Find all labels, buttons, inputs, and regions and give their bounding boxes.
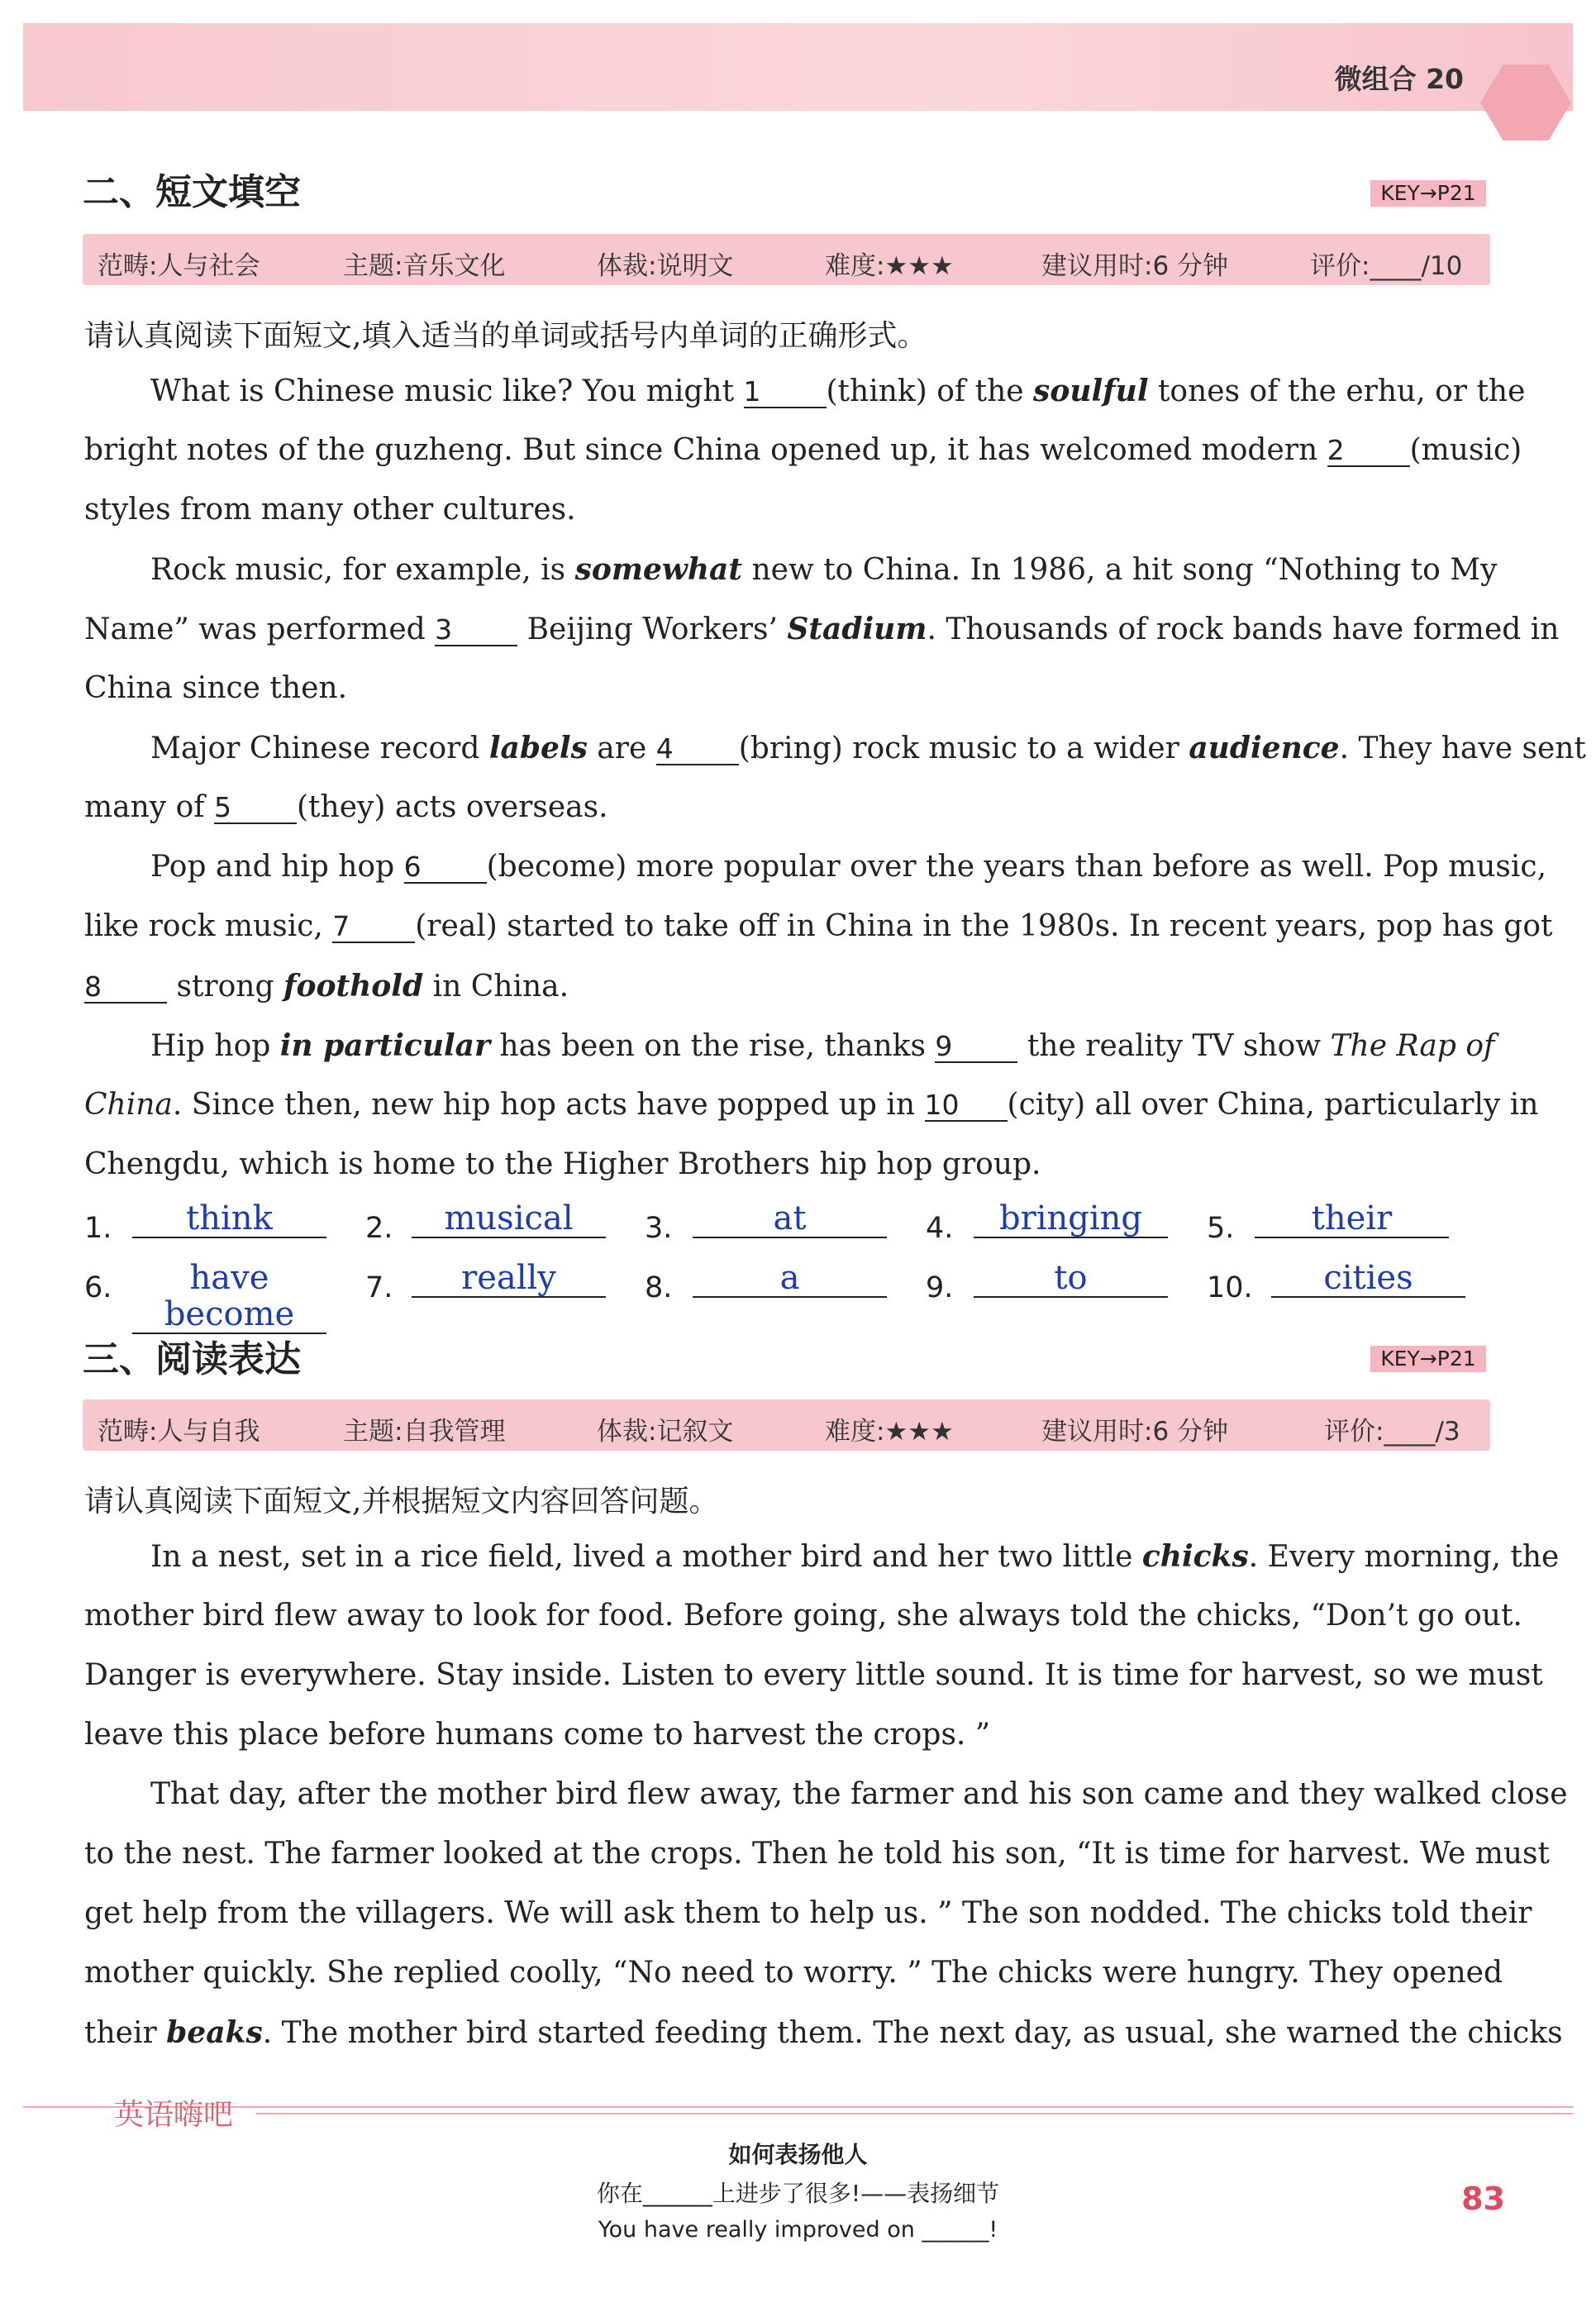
footer-tip-chinese: 你在______上进步了很多!——表扬细节 xyxy=(596,2180,1000,2207)
text-line: China. Since then, new hip hop acts have popped up in 10 (city) all over China, particularly in xyxy=(84,1088,1539,1122)
footer-brand: 英语嗨吧 xyxy=(114,2098,234,2132)
text-line: many of 5 (they) acts overseas. xyxy=(84,790,608,824)
blank-4: 4 xyxy=(656,734,739,765)
blank-6: 6 xyxy=(404,852,487,884)
meta-time: 建议用时:6 分钟 xyxy=(1041,1417,1229,1447)
answer-number: 3. xyxy=(645,1212,673,1245)
answer-value: cities xyxy=(1271,1260,1465,1298)
answer-number: 2. xyxy=(365,1212,393,1245)
answer-number: 8. xyxy=(645,1271,673,1304)
answer-value: their xyxy=(1255,1200,1449,1238)
meta-score: 评价:____/10 xyxy=(1310,251,1463,281)
text-line: In a nest, set in a rice field, lived a mother bird and her two little chicks. Every morning, the xyxy=(150,1539,1560,1574)
footer-rule xyxy=(256,2113,1573,2114)
blank-3: 3 xyxy=(435,615,517,646)
text-line: mother bird flew away to look for food. Before going, she always told the chicks, “Don’t go out. xyxy=(84,1599,1522,1633)
text-line: Name” was performed 3 Beijing Workers’ Stadium. Thousands of rock bands have formed in xyxy=(84,612,1560,646)
answer-value: have become xyxy=(132,1260,326,1334)
text-line: 8 strong foothold in China. xyxy=(84,969,569,1004)
blank-5: 5 xyxy=(214,793,297,824)
text-line: Pop and hip hop 6 (become) more popular over the years than before as well. Pop music, xyxy=(150,850,1547,884)
text-line: mother quickly. She replied coolly, “No need to worry. ” The chicks were hungry. They opened xyxy=(84,1956,1503,1990)
answer-number: 4. xyxy=(926,1212,954,1245)
footer-tip-title: 如何表扬他人 xyxy=(728,2141,868,2168)
exercise-meta-bar xyxy=(83,1399,1490,1451)
footer-tip-english: You have really improved on ______! xyxy=(598,2217,998,2243)
answer-number: 7. xyxy=(365,1271,393,1304)
answer-number: 5. xyxy=(1207,1212,1235,1245)
text-line: to the nest. The farmer looked at the crops. Then he told his son, “It is time for harvest. We must xyxy=(84,1837,1550,1871)
text-line: China since then. xyxy=(84,671,348,705)
meta-theme: 主题:自我管理 xyxy=(343,1417,506,1447)
text-line: Danger is everywhere. Stay inside. Listen to every little sound. It is time for harvest, so we must xyxy=(84,1658,1543,1692)
meta-difficulty: 难度:★★★ xyxy=(825,1417,954,1447)
answer-value: to xyxy=(974,1260,1168,1298)
blank-2: 2 xyxy=(1327,436,1410,467)
answer-value: think xyxy=(132,1200,326,1238)
footer-rule xyxy=(23,2106,1573,2108)
page-number: 83 xyxy=(1461,2181,1505,2217)
answer-value: really xyxy=(412,1260,606,1298)
text-line: That day, after the mother bird flew away, the farmer and his son came and they walked close xyxy=(150,1777,1568,1811)
text-line: Chengdu, which is home to the Higher Brothers hip hop group. xyxy=(84,1147,1041,1181)
text-line: bright notes of the guzheng. But since China opened up, it has welcomed modern 2 (music) xyxy=(84,433,1522,467)
meta-genre: 体裁:记叙文 xyxy=(597,1417,734,1447)
text-line: Major Chinese record labels are 4 (bring) rock music to a wider audience. They have sent xyxy=(150,731,1586,765)
answer-key-tag: KEY→P21 xyxy=(1370,180,1486,207)
text-line: their beaks. The mother bird started feeding them. The next day, as usual, she warned the chicks xyxy=(84,2015,1563,2050)
text-line: What is Chinese music like? You might 1 (think) of the soulful tones of the erhu, or the xyxy=(150,374,1526,408)
meta-theme: 主题:音乐文化 xyxy=(343,251,506,281)
exercise-meta-bar xyxy=(83,234,1490,285)
text-line: Rock music, for example, is somewhat new to China. In 1986, a hit song “Nothing to My xyxy=(150,552,1498,587)
answer-value: musical xyxy=(412,1200,606,1238)
blank-9: 9 xyxy=(935,1032,1017,1063)
answer-number: 10. xyxy=(1207,1271,1253,1304)
answer-value: a xyxy=(693,1260,887,1298)
section-title-cloze: 二、短文填空 xyxy=(83,171,301,213)
blank-8: 8 xyxy=(84,972,167,1004)
answer-value: bringing xyxy=(974,1200,1168,1238)
text-line: leave this place before humans come to harvest the crops. ” xyxy=(84,1718,991,1752)
blank-10: 10 xyxy=(925,1090,1008,1122)
cloze-instruction: 请认真阅读下面短文,填入适当的单词或括号内单词的正确形式。 xyxy=(84,319,927,353)
meta-category: 范畴:人与社会 xyxy=(98,251,260,281)
meta-category: 范畴:人与自我 xyxy=(98,1417,260,1447)
answer-number: 6. xyxy=(84,1271,112,1304)
text-line: styles from many other cultures. xyxy=(84,493,576,527)
text-line: get help from the villagers. We will ask them to help us. ” The son nodded. The chicks told their xyxy=(84,1896,1532,1930)
reading-instruction: 请认真阅读下面短文,并根据短文内容回答问题。 xyxy=(84,1485,719,1518)
blank-7: 7 xyxy=(332,912,415,943)
answer-key-tag: KEY→P21 xyxy=(1370,1346,1486,1372)
meta-difficulty: 难度:★★★ xyxy=(825,251,954,281)
section-title-reading: 三、阅读表达 xyxy=(83,1338,301,1380)
text-line: Hip hop in particular has been on the rise, thanks 9 the reality TV show The Rap of xyxy=(150,1028,1495,1063)
page-series-title: 微组合 20 xyxy=(1334,63,1464,95)
answer-number: 1. xyxy=(84,1212,112,1245)
meta-score: 评价:____/3 xyxy=(1324,1417,1460,1447)
meta-time: 建议用时:6 分钟 xyxy=(1041,251,1229,281)
meta-genre: 体裁:说明文 xyxy=(597,251,734,281)
answer-value: at xyxy=(693,1200,887,1238)
answer-number: 9. xyxy=(926,1271,954,1304)
text-line: like rock music, 7 (real) started to take off in China in the 1980s. In recent years, pop has got xyxy=(84,909,1553,943)
blank-1: 1 xyxy=(744,377,827,408)
